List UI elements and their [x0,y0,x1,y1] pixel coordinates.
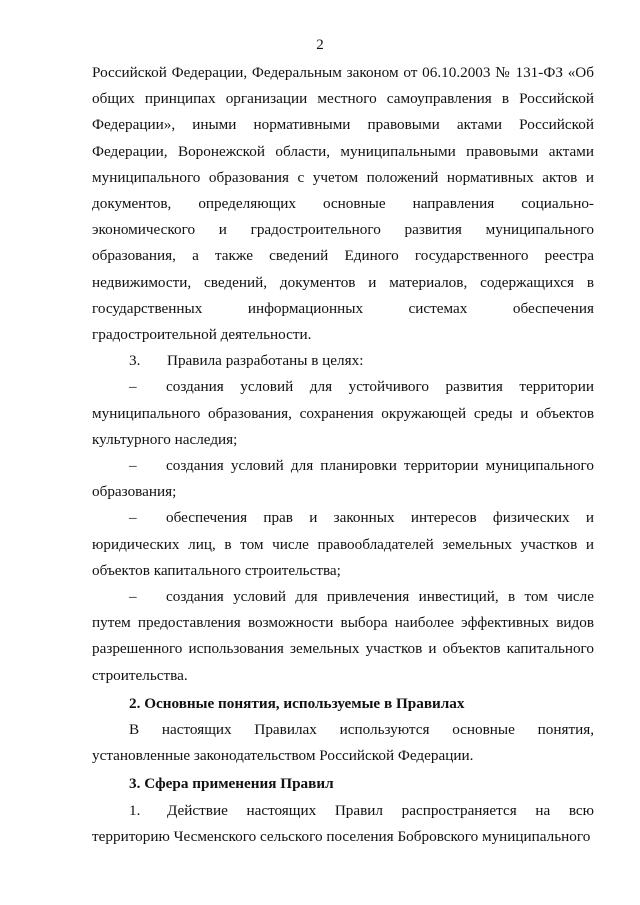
item-text: Действие настоящих Правил распространяется на всю территорию Чесменского сельского поселения Бобровского муниципального [92,801,594,845]
dash-marker: – [129,509,137,527]
section-heading: 2. Основные понятия, используемые в Правилах [129,694,465,712]
bullet-item [92,453,594,505]
bullet-text: создания условий для устойчивого развития территории муниципального образования, сохранения окружающей среды и объектов культурного наследия; [92,378,594,448]
numbered-item-goals [92,348,594,374]
numbered-item-scope [92,798,594,850]
bullet-item [92,584,594,689]
bullet-item [92,374,594,453]
dash-marker: – [129,457,137,475]
page-number: 2 [316,37,324,53]
paragraph-legal-basis: Российской Федерации, Федеральным законом от 06.10.2003 № 131-ФЗ «Об общих принципах организации местного самоуправления в Российской Федерации», иными нормативными правовыми актами Российской Федерации, Воронежской области, муниципальными правовыми актами муниципального образования с учетом положений нормативных актов и документов, определяющих основные направления социально-экономического и градостроительного развития муниципального образования, а также сведений Единого государственного реестра недвижимости, сведений, документов и материалов, содержащихся в государственных информационных системах обеспечения градостроительной деятельности. [92,64,594,344]
document-body [92,60,594,850]
bullet-text: обеспечения прав и законных интересов физических и юридических лиц, в том числе правообладателей земельных участков и объектов капитального строительства; [92,509,594,579]
item-number: 3. [129,352,141,370]
paragraph-concepts: В настоящих Правилах используются основные понятия, установленные законодательством Российской Федерации. [92,721,594,765]
section-heading: 3. Сфера применения Правил [129,775,334,793]
bullet-text: создания условий для привлечения инвестиций, в том числе путем предоставления возможности выбора наиболее эффективных видов разрешенного использования земельных участков и объектов капитального строительства. [92,588,594,684]
item-number: 1. [129,801,141,819]
dash-marker: – [129,378,137,396]
bullet-item [92,505,594,584]
dash-marker: – [129,588,137,606]
bullet-text: создания условий для планировки территории муниципального образования; [92,457,594,501]
item-text: Правила разработаны в целях: [167,352,364,370]
